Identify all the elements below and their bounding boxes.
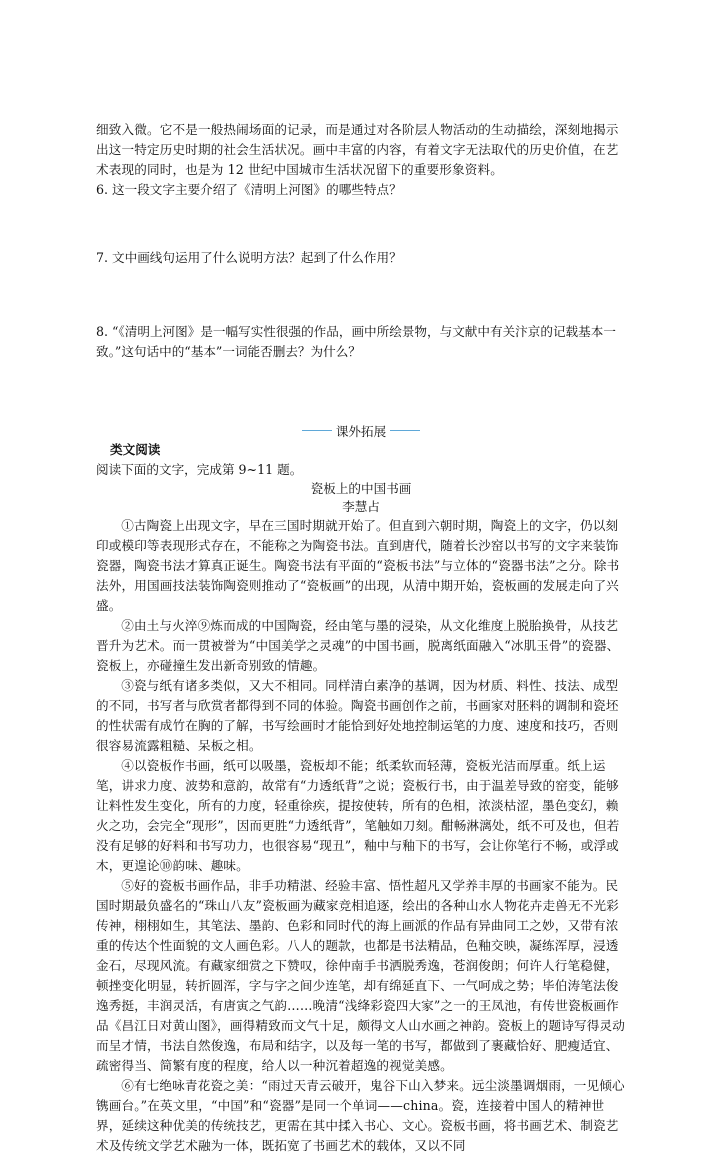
section-header: [96, 420, 626, 440]
article-paragraph-4: ④以瓷板作书画，纸可以吸墨，瓷板却不能；纸柔软而轻薄，瓷板光洁而厚重。纸上运笔，讲求力度、波势和意韵，故常有“力透纸背”之说；瓷板行书，由于温差导致的窑变，能够让料性发生变化，所有的力度，轻重徐疾，提按使转，所有的色相，浓淡枯涩，墨色变幻，赖火之功，会完全“现形”，因而更胜“力透纸背”，笔触如刀刻。酣畅淋漓处，纸不可及也，但若没有足够的好料和书写功力，也很容易“现丑”，釉中与釉下的书写，会让你笔行不畅，或浮或木，更遑论⑩韵味、趣味。: [96, 758, 620, 873]
article-paragraph-2: ②由土与火淬⑨炼而成的中国陶瓷，经由笔与墨的浸染，从文化维度上脱胎换骨，从技艺晋升为艺术。而一贯被誉为“中国美学之灵魂”的中国书画，脱离纸面融入“冰肌玉骨”的瓷器、瓷板上，亦碰撞生发出新奇别致的情趣。: [96, 618, 620, 673]
article-paragraph-1: ①古陶瓷上出现文字，早在三国时期就开始了。但直到六朝时期，陶瓷上的文字，仍以刻印或模印等表现形式存在，不能称之为陶瓷书法。直到唐代，随着长沙窑以书写的文字来装饰瓷器，陶瓷书法才算真正诞生。陶瓷书法有平面的“瓷板书法”与立体的“瓷器书法”之分。除书法外，用国画技法装饰陶瓷则推动了“瓷板画”的出现，从清中期开始，瓷板画的发展走向了兴盛。: [96, 518, 620, 613]
question-8: 8. “《清明上河图》是一幅写实性很强的作品，画中所绘景物，与文献中有关汴京的记载基本一致。”这句话中的“基本”一词能否删去？为什么？: [96, 324, 616, 359]
question-6: 6. 这一段文字主要介绍了《清明上河图》的哪些特点？: [96, 182, 402, 197]
document-page: [96, 120, 626, 1156]
section-rule-right: [390, 430, 420, 431]
subhead: 类文阅读: [110, 442, 161, 457]
article-paragraph-6: ⑥有七绝咏青花瓷之美：“雨过天青云破开，鬼谷下山入梦来。远尘淡墨调烟雨，一见倾心镌画台。”在英文里，“中国”和“瓷器”是同一个单词——china。瓷，连接着中国人的精神世界，延续这种优美的传统技艺，更需在其中揉入书心、文心。瓷板书画，将书画艺术、制瓷艺术及传统文学艺术融为一体，既拓宽了书画艺术的载体，又以不同: [96, 1078, 625, 1153]
article-author: 李慧占: [342, 499, 380, 514]
intro-paragraph: 细致入微。它不是一般热闹场面的记录，而是通过对各阶层人物活动的生动描绘，深刻地揭示出这一特定历史时期的社会生活状况。画中丰富的内容，有着文字无法取代的历史价值，在艺术表现的同时，也是为 12 世纪中国城市生活状况留下的重要形象资料。: [96, 122, 619, 177]
article-paragraph-5: ⑤好的瓷板书画作品，非手功精湛、经验丰富、悟性超凡又学养丰厚的书画家不能为。民国时期最负盛名的“珠山八友”瓷板画为藏家竞相追逐，绘出的各种山水人物花卉走兽无不光彩传神，栩栩如生，其笔法、墨韵、色彩和同时代的海上画派的作品有异曲同工之妙，又带有浓重的传达个性面貌的文人画色彩。八人的题款，也都是书法精品，色釉交映，凝练浑厚，浸透金石，尽现风流。有藏家细赏之下赞叹，徐仲南手书洒脱秀逸，苍润俊朗；何许人行笔稳健，顿挫变化明显，转折圆浑，字与字之间少连笔，却有绵延直下、一气呵成之势；毕伯涛笔法俊逸秀挺，丰润灵活，有唐寅之气韵……晚清“浅绛彩瓷四大家”之一的王凤池，有传世瓷板画作品《昌江日对黄山图》，画得精致而文气十足，颇得文人山水画之神韵。瓷板上的题诗写得灵动而呈才情，书法自然俊逸，布局和结字，以及每一笔的书写，都做到了裹藏恰好、肥瘦适宜、疏密得当、简繁有度的程度，给人以一种沉着超逸的视觉美感。: [96, 878, 625, 1073]
article-paragraph-3: ③瓷与纸有诸多类似，又大不相同。同样清白素净的基调，因为材质、料性、技法、成型的不同，书写者与欣赏者都得到不同的体验。陶瓷书画创作之前，书画家对胚料的调制和瓷坯的性状需有成竹在胸的了解，书写绘画时才能恰到好处地控制运笔的力度、速度和技巧，否则很容易流露粗糙、呆板之相。: [96, 678, 619, 753]
section-label: 课外拓展: [335, 423, 387, 439]
article-title: 瓷板上的中国书画: [310, 481, 412, 496]
instruction: 阅读下面的文字，完成第 9~11 题。: [96, 462, 303, 477]
section-rule-left: [302, 430, 332, 431]
question-7: 7. 文中画线句运用了什么说明方法？起到了什么作用？: [96, 250, 402, 265]
